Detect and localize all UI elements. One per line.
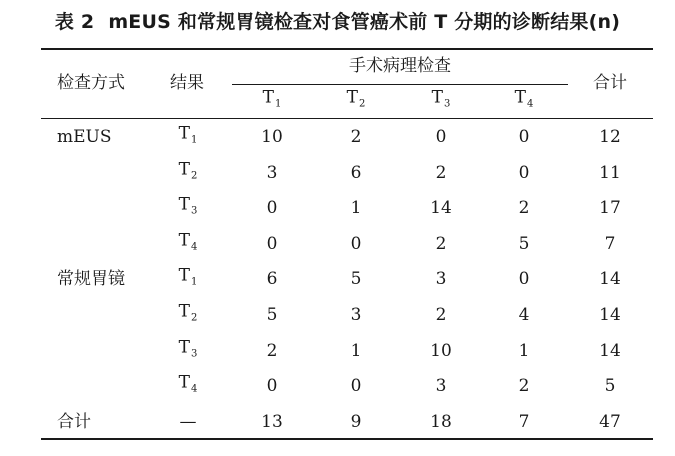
stage-subscript: 1 — [190, 134, 198, 146]
table-cell: 0 — [518, 269, 530, 290]
table-cell: 2 — [435, 305, 447, 325]
row-result-stage — [179, 302, 198, 329]
row-total: 17 — [599, 198, 621, 219]
table-cell: 2 — [435, 162, 447, 183]
table-cell: 0 — [518, 162, 530, 183]
row-total: 11 — [599, 162, 621, 183]
stage-subscript: 3 — [190, 348, 198, 360]
header-stage-t3 — [432, 88, 451, 115]
table-cell: 0 — [266, 198, 278, 219]
table-cell: 0 — [266, 376, 278, 397]
table-cell: 4 — [518, 305, 530, 325]
row-total: 14 — [599, 340, 621, 361]
header-stage-t4 — [515, 88, 534, 115]
footer-cell: 9 — [350, 411, 362, 432]
row-total: 14 — [599, 269, 621, 290]
table-cell: 5 — [266, 305, 278, 325]
row-result-stage — [179, 230, 198, 257]
table-cell: 6 — [266, 269, 278, 290]
top-rule — [41, 48, 653, 50]
header-stage-t1 — [263, 88, 282, 115]
stage-subscript: 4 — [190, 383, 198, 395]
header-pathology-group: 手术病理检查 — [349, 56, 451, 76]
table-cell: 1 — [518, 340, 530, 361]
table-cell: 0 — [266, 233, 278, 254]
table-cell: 0 — [350, 233, 362, 254]
table-caption — [0, 0, 675, 40]
table-cell: 1 — [350, 198, 362, 219]
stage-subscript: 3 — [190, 205, 198, 217]
header-rule — [41, 118, 653, 119]
stage-subscript: 2 — [190, 312, 198, 324]
footer-total: 47 — [599, 411, 621, 432]
stage-letter: T — [178, 123, 190, 144]
footer-cell: 7 — [518, 411, 530, 432]
row-result-stage — [179, 337, 198, 364]
table-cell: 2 — [518, 376, 530, 397]
stage-letter: T — [178, 159, 190, 180]
bottom-rule — [41, 438, 653, 440]
stage-letter: T — [178, 230, 190, 251]
table-cell: 10 — [261, 127, 283, 147]
table-cell: 0 — [518, 127, 530, 147]
header-total: 合计 — [593, 73, 627, 93]
stage-letter: T — [514, 87, 526, 108]
table-cell: 2 — [350, 127, 362, 147]
stage-letter: T — [346, 87, 358, 108]
row-method-label: mEUS — [57, 127, 112, 147]
row-method-label: 常规胃镜 — [57, 269, 125, 290]
footer-label: 合计 — [57, 411, 91, 432]
footer-cell: 13 — [261, 411, 283, 432]
table-cell: 14 — [430, 198, 452, 219]
header-result: 结果 — [170, 73, 204, 93]
row-result-stage — [179, 266, 198, 293]
table-cell: 10 — [430, 340, 452, 361]
table-cell: 2 — [266, 340, 278, 361]
stage-subscript: 3 — [443, 98, 451, 110]
stage-subscript: 2 — [358, 98, 366, 110]
table-cell: 2 — [518, 198, 530, 219]
stage-letter: T — [262, 87, 274, 108]
stage-letter: T — [178, 337, 190, 358]
row-total: 14 — [599, 305, 621, 325]
stage-letter: T — [431, 87, 443, 108]
row-total: 7 — [604, 233, 616, 254]
stage-subscript: 2 — [190, 170, 198, 182]
table-cell: 1 — [350, 340, 362, 361]
header-method: 检查方式 — [57, 73, 125, 93]
table-cell: 0 — [435, 127, 447, 147]
row-result-stage — [179, 159, 198, 186]
row-total: 5 — [604, 376, 616, 397]
stage-letter: T — [178, 265, 190, 286]
stage-subscript: 1 — [190, 276, 198, 288]
stage-letter: T — [178, 194, 190, 215]
table-cell: 3 — [350, 305, 362, 325]
stage-subscript: 4 — [526, 98, 534, 110]
table-cell: 6 — [350, 162, 362, 183]
row-total: 12 — [599, 127, 621, 147]
footer-cell: 18 — [430, 411, 452, 432]
table-number: 表 2 — [54, 10, 95, 33]
stage-letter: T — [178, 372, 190, 393]
footer-result: — — [179, 411, 197, 432]
table-cell: 5 — [518, 233, 530, 254]
pathology-group-rule — [232, 84, 568, 85]
header-stage-t2 — [347, 88, 366, 115]
stage-subscript: 1 — [274, 98, 282, 110]
table-cell: 5 — [350, 269, 362, 290]
row-result-stage — [179, 195, 198, 222]
table-cell: 2 — [435, 233, 447, 254]
stage-subscript: 4 — [190, 241, 198, 253]
row-result-stage — [179, 124, 198, 151]
table-cell: 0 — [350, 376, 362, 397]
table-title: mEUS 和常规胃镜检查对食管癌术前 T 分期的诊断结果(n) — [108, 10, 621, 33]
stage-letter: T — [178, 301, 190, 322]
table-cell: 3 — [435, 376, 447, 397]
row-result-stage — [179, 373, 198, 400]
table-cell: 3 — [266, 162, 278, 183]
table-cell: 3 — [435, 269, 447, 290]
